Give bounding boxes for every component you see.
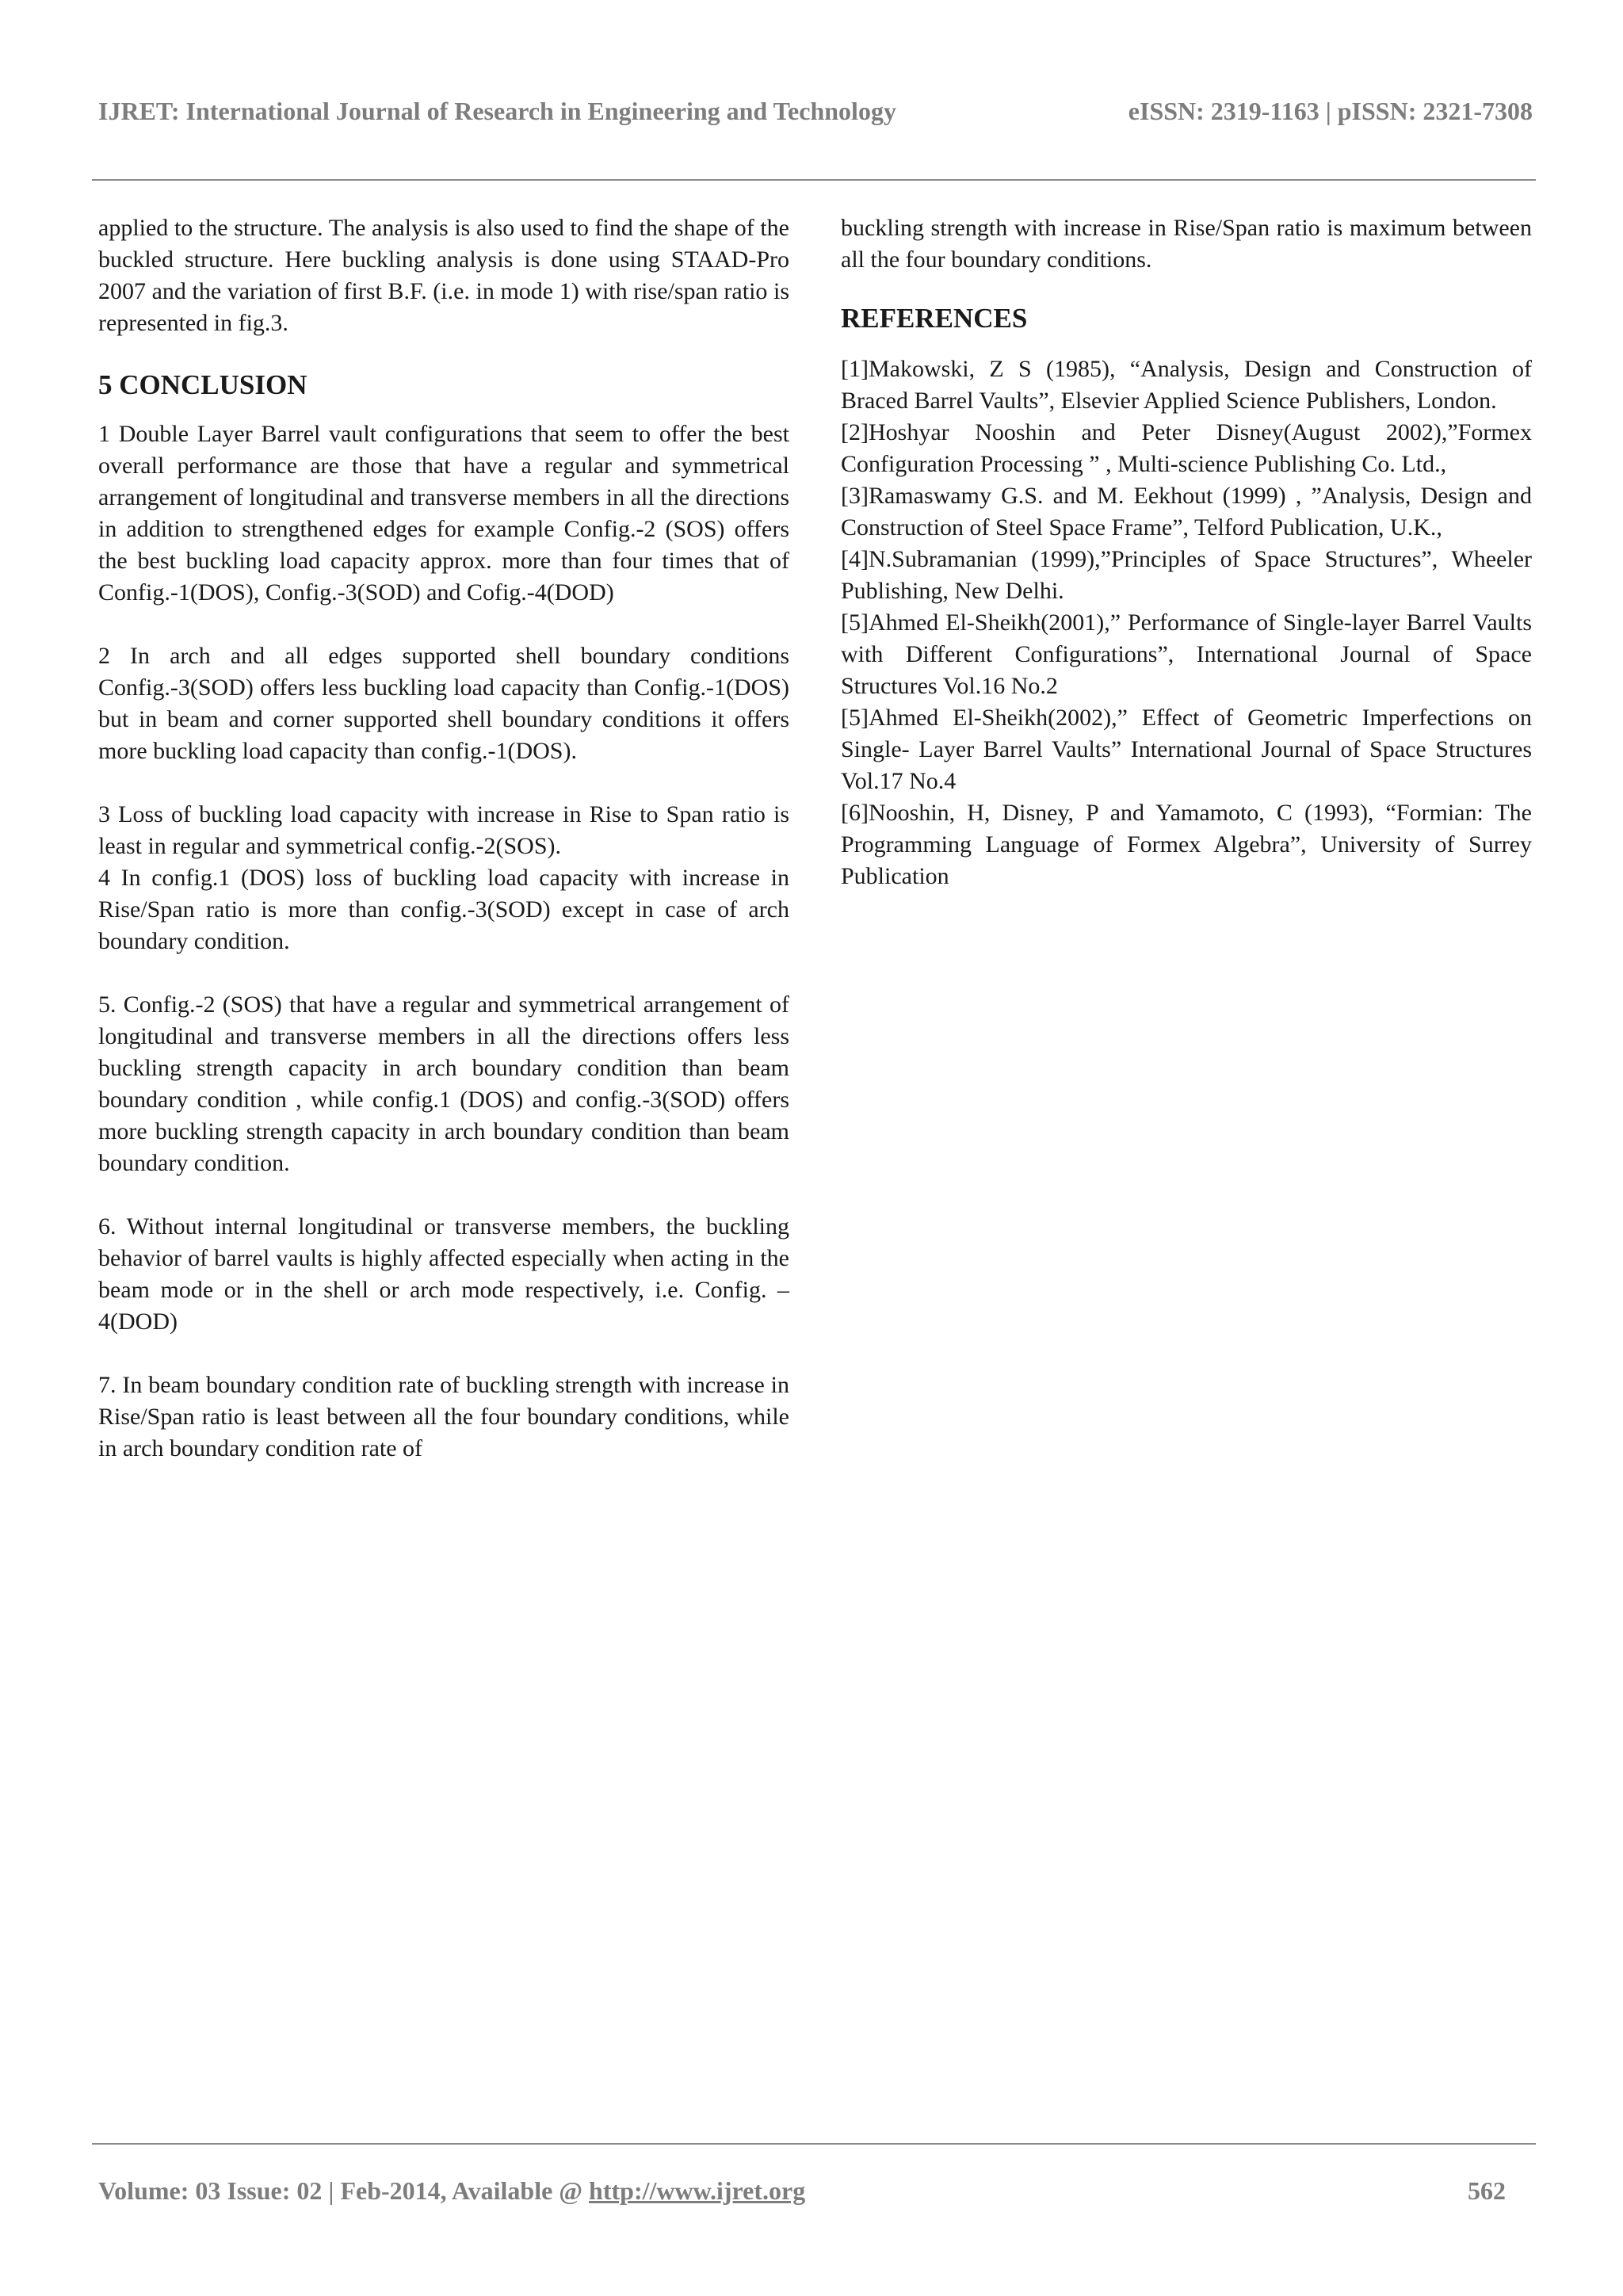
conclusion-heading: 5 CONCLUSION xyxy=(98,369,307,400)
conclusion-point: 7. In beam boundary condition rate of buckling strength with increase in Rise/Span ratio is least between all the four boundary conditions, while in arch boundary condition rate of xyxy=(98,1372,789,1461)
reference-item: [2]Hoshyar Nooshin and Peter Disney(August 2002),”Formex Configuration Processing ” , Multi-science Publishing Co. Ltd., xyxy=(841,419,1532,477)
footer-info xyxy=(98,2176,805,2206)
intro-paragraph: applied to the structure. The analysis is also used to find the shape of the buckled structure. Here buckling analysis is done using STAAD-Pro 2007 and the variation of first B.F. (i.e. in mode 1) with rise/span ratio is represented in fig.3. xyxy=(98,215,789,336)
conclusion-point: 5. Config.-2 (SOS) that have a regular and symmetrical arrangement of longitudinal and transverse members in all the directions offers less buckling strength capacity in arch boundary condition than beam boundary condition , while config.1 (DOS) and config.-3(SOD) offers more buckling strength capacity in arch boundary condition than beam boundary condition. xyxy=(98,991,789,1176)
right-column xyxy=(841,212,1532,892)
conclusion-point: 2 In arch and all edges supported shell boundary conditions Config.-3(SOD) offers less buckling load capacity than Config.-1(DOS) but in beam and corner supported shell boundary conditions it offers more buckling load capacity than config.-1(DOS). xyxy=(98,643,789,764)
volume-text: Volume: 03 Issue: 02 | Feb-2014, Available @ xyxy=(98,2176,590,2205)
reference-item: [6]Nooshin, H, Disney, P and Yamamoto, C (1993), “Formian: The Programming Language of Formex Algebra”, University of Surrey Publication xyxy=(841,800,1532,889)
conclusion-point: 6. Without internal longitudinal or transverse members, the buckling behavior of barrel vaults is highly affected especially when acting in the beam mode or in the shell or arch mode respectively, i.e. Config. – 4(DOD) xyxy=(98,1213,789,1335)
issn-info: eISSN: 2319-1163 | pISSN: 2321-7308 xyxy=(1128,97,1533,125)
conclusion-point: 3 Loss of buckling load capacity with increase in Rise to Span ratio is least in regular and symmetrical config.-2(SOS). xyxy=(98,801,789,859)
reference-item: [5]Ahmed El-Sheikh(2002),” Effect of Geometric Imperfections on Single- Layer Barrel Vaults” International Journal of Space Structures Vol.17 No.4 xyxy=(841,705,1532,794)
journal-link[interactable]: http://www.ijret.org xyxy=(589,2176,806,2205)
reference-item: [4]N.Subramanian (1999),”Principles of Space Structures”, Wheeler Publishing, New Delhi. xyxy=(841,546,1532,604)
reference-item: [5]Ahmed El-Sheikh(2001),” Performance of Single-layer Barrel Vaults with Different Configurations”, International Journal of Space Structures Vol.16 No.2 xyxy=(841,609,1532,699)
reference-item: [1]Makowski, Z S (1985), “Analysis, Design and Construction of Braced Barrel Vaults”, Elsevier Applied Science Publishers, London. xyxy=(841,356,1532,414)
references-heading: REFERENCES xyxy=(841,303,1028,334)
conclusion-point: 4 In config.1 (DOS) loss of buckling load capacity with increase in Rise/Span ratio is more than config.-3(SOD) except in case of arch boundary condition. xyxy=(98,865,789,954)
continuation-paragraph: buckling strength with increase in Rise/Span ratio is maximum between all the four boundary conditions. xyxy=(841,215,1532,273)
page-footer xyxy=(98,2176,1517,2216)
header-divider xyxy=(92,179,1536,181)
reference-item: [3]Ramaswamy G.S. and M. Eekhout (1999) , ”Analysis, Design and Construction of Steel Space Frame”, Telford Publication, U.K., xyxy=(841,483,1532,541)
journal-title: IJRET: International Journal of Research in Engineering and Technology xyxy=(98,97,896,125)
conclusion-point: 1 Double Layer Barrel vault configurations that seem to offer the best overall performance are those that have a regular and symmetrical arrangement of longitudinal and transverse members in all the directions in addition to strengthened edges for example Config.-2 (SOS) offers the best buckling load capacity approx. more than four times that of Config.-1(DOS), Config.-3(SOD) and Cofig.-4(DOD) xyxy=(98,421,789,606)
left-column xyxy=(98,212,789,1465)
footer-divider xyxy=(92,2143,1536,2145)
page-number: 562 xyxy=(1468,2176,1506,2205)
page-header xyxy=(98,97,1533,136)
